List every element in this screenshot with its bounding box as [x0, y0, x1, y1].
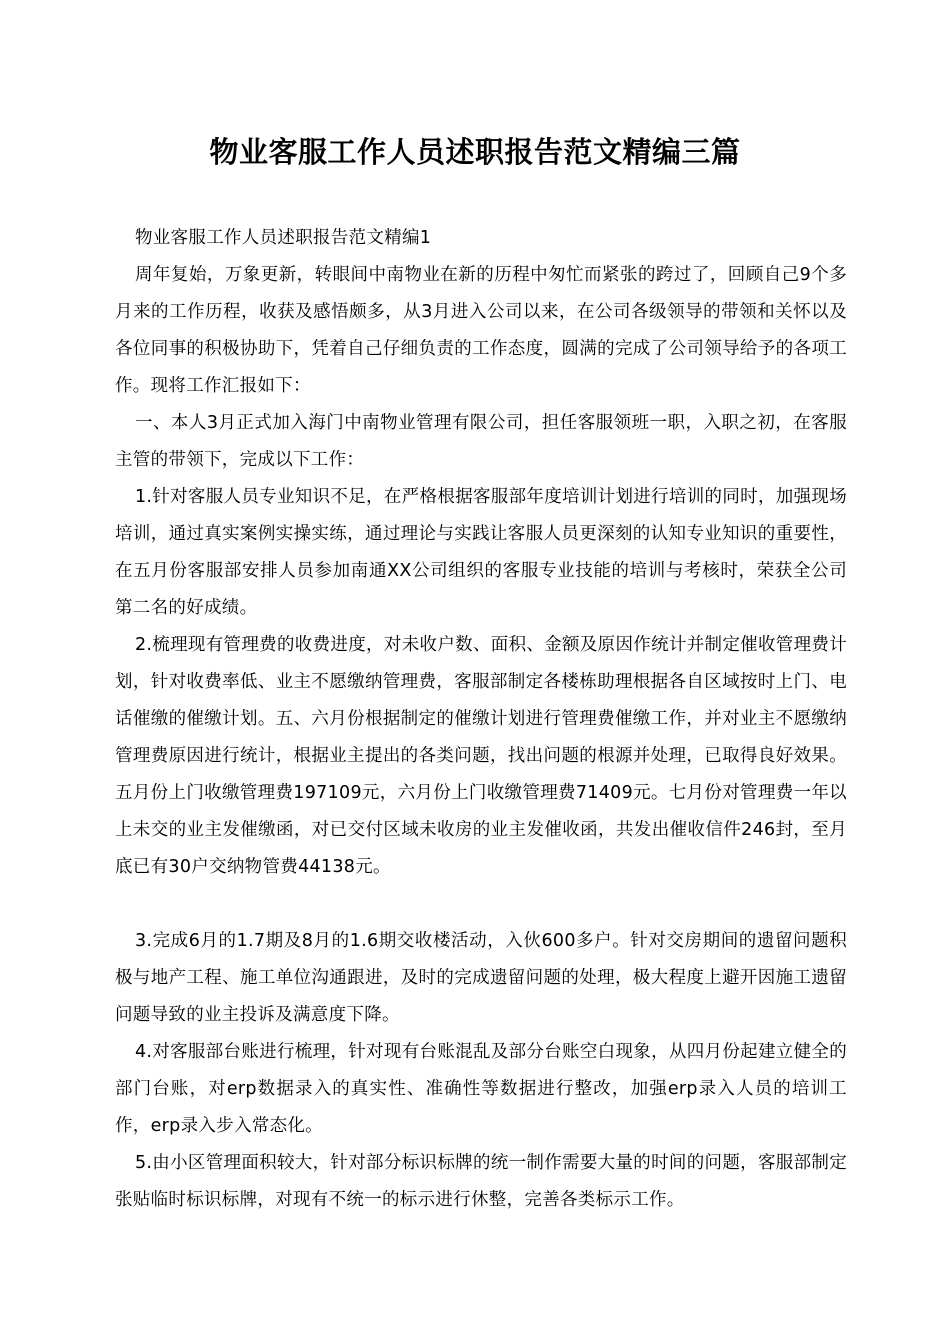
section-one-paragraph: 一、本人3月正式加入海门中南物业管理有限公司，担任客服领班一职，入职之初，在客服主管的带领下，完成以下工作：	[115, 413, 847, 470]
item-3-paragraph: 3.完成6月的1.7期及8月的1.6期交收楼活动，入伙600多户。针对交房期间的遗留问题积极与地产工程、施工单位沟通跟进，及时的完成遗留问题的处理，极大程度上避开因施工遗留问题导致的业主投诉及满意度下降。	[115, 931, 847, 1025]
item-1-paragraph: 1.针对客服人员专业知识不足，在严格根据客服部年度培训计划进行培训的同时，加强现场培训，通过真实案例实操实练，通过理论与实践让客服人员更深刻的认知专业知识的重要性，在五月份客服部安排人员参加南通XX公司组织的客服专业技能的培训与考核时，荣获全公司第二名的好成绩。	[115, 487, 847, 618]
section-heading: 物业客服工作人员述职报告范文精编1	[135, 228, 432, 248]
item-2-paragraph: 2.梳理现有管理费的收费进度，对未收户数、面积、金额及原因作统计并制定催收管理费计划，针对收费率低、业主不愿缴纳管理费，客服部制定各楼栋助理根据各自区域按时上门、电话催缴的催缴计划。五、六月份根据制定的催缴计划进行管理费催缴工作，并对业主不愿缴纳管理费原因进行统计，根据业主提出的各类问题，找出问题的根源并处理，已取得良好效果。五月份上门收缴管理费197109元，六月份上门收缴管理费71409元。七月份对管理费一年以上未交的业主发催缴函，对已交付区域未收房的业主发催收函，共发出催收信件246封，至月底已有30户交纳物管费44138元。	[115, 635, 847, 877]
item-4-paragraph: 4.对客服部台账进行梳理，针对现有台账混乱及部分台账空白现象，从四月份起建立健全的部门台账，对erp数据录入的真实性、准确性等数据进行整改，加强erp录入人员的培训工作，erp录入步入常态化。	[115, 1042, 847, 1136]
document-title: 物业客服工作人员述职报告范文精编三篇	[209, 135, 741, 169]
paragraph-gap	[115, 886, 847, 923]
document-body	[115, 220, 847, 1219]
intro-paragraph: 周年复始，万象更新，转眼间中南物业在新的历程中匆忙而紧张的跨过了，回顾自己9个多月来的工作历程，收获及感悟颇多，从3月进入公司以来，在公司各级领导的带领和关怀以及各位同事的积极协助下，凭着自己仔细负责的工作态度，圆满的完成了公司领导给予的各项工作。现将工作汇报如下：	[115, 265, 847, 396]
item-5-paragraph: 5.由小区管理面积较大，针对部分标识标牌的统一制作需要大量的时间的问题，客服部制定张贴临时标识标牌，对现有不统一的标示进行休整，完善各类标示工作。	[115, 1153, 847, 1210]
